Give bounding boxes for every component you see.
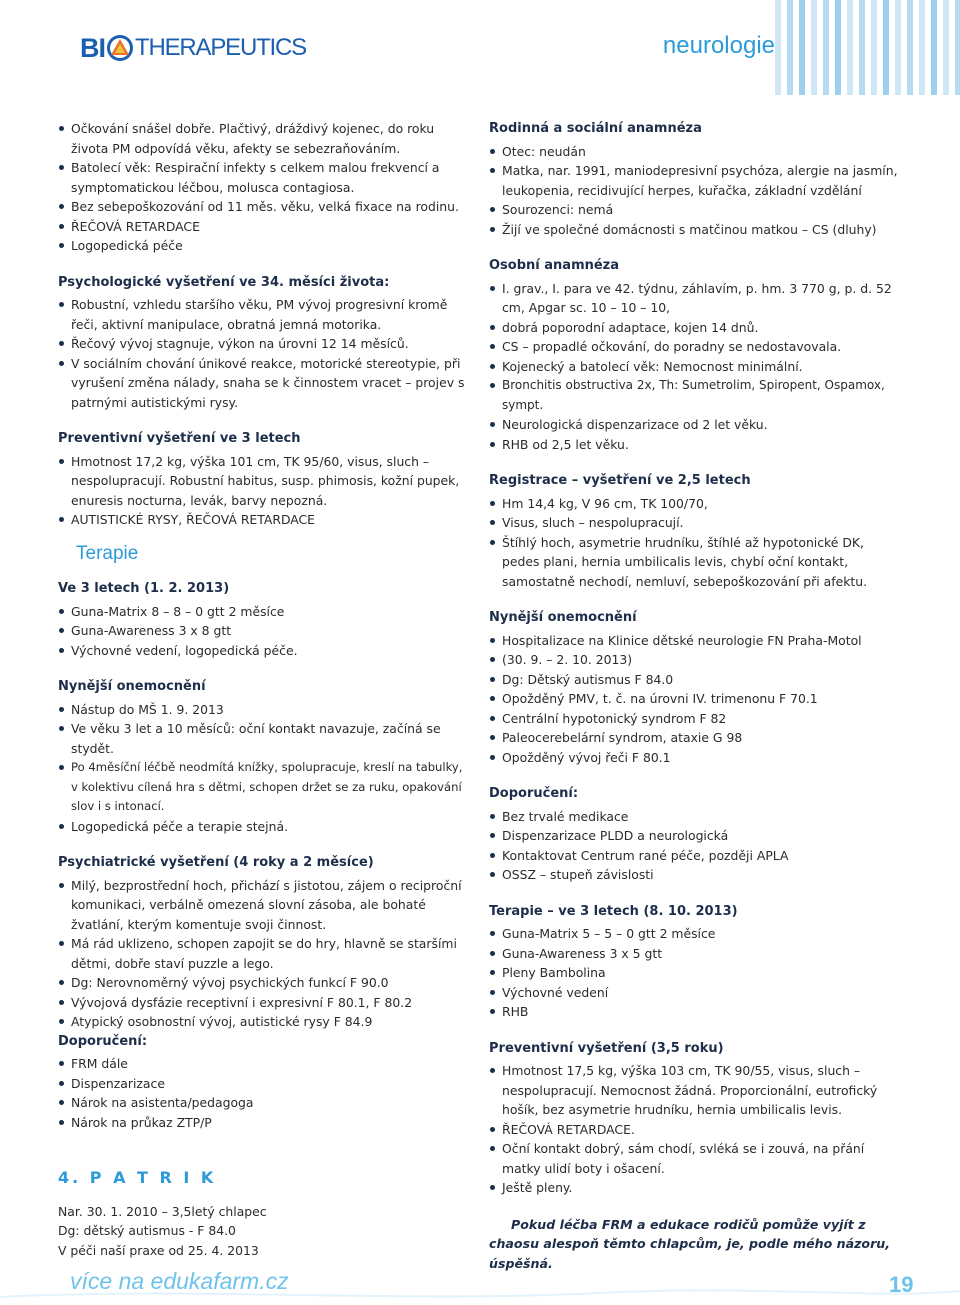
psychiatr-heading: Psychiatrické vyšetření (4 roky a 2 měsíce)	[58, 855, 374, 870]
list-item: ŘEČOVÁ RETARDACE.	[489, 1120, 904, 1140]
list-item: Ještě pleny.	[489, 1178, 904, 1198]
list-item: Batolecí věk: Respirační infekty s celkem malou frekvencí a symptomatickou léčbou, molusca contagiosa.	[58, 158, 470, 197]
osobni-heading: Osobní anamnéza	[489, 258, 620, 273]
page-header	[0, 0, 960, 95]
logo-therapeutics-text: THERAPEUTICS	[135, 34, 306, 61]
doporuceni-list-right	[489, 807, 904, 885]
right-column	[489, 119, 904, 1273]
list-item: Vývojová dysfázie receptivní i expresivní F 80.1, F 80.2	[58, 993, 470, 1013]
list-item: Matka, nar. 1991, maniodepresivní psychóza, alergie na jasmín, leukopenia, recidivující herpes, kuřačka, základní vzdělání	[489, 161, 904, 200]
list-item: (30. 9. – 2. 10. 2013)	[489, 650, 904, 670]
list-item: Hmotnost 17,5 kg, výška 103 cm, TK 90/55, visus, sluch – nespolupracují. Nemocnost žádná. Proporcionální, eutrofický hošík, bez asymetrie hrudníku, hernia umbilicalis levis.	[489, 1061, 904, 1120]
list-item: Očkování snášel dobře. Plačtivý, dráždivý kojenec, do roku života PM odpovídá věku, afekty se sebezraňováním.	[58, 119, 470, 158]
terapie-heading-right: Terapie – ve 3 letech (8. 10. 2013)	[489, 903, 738, 919]
doporuceni-heading-left: Doporučení:	[58, 1033, 148, 1049]
list-item: Logopedická péče a terapie stejná.	[58, 817, 470, 837]
logo-emblem-icon	[106, 34, 134, 62]
list-item: Nástup do MŠ 1. 9. 2013	[58, 700, 470, 720]
list-item: Dispenzarizace	[58, 1074, 470, 1094]
nynejsi-heading-left: Nynější onemocnění	[58, 679, 206, 694]
ve3-list	[58, 602, 470, 661]
nynejsi-heading-right: Nynější onemocnění	[489, 610, 637, 625]
list-item: CS – propadlé očkování, do poradny se nedostavovala.	[489, 337, 904, 357]
page-number: 19	[889, 1272, 914, 1297]
list-item: V sociálním chování únikové reakce, motorické stereotypie, při vyrušení změna nálady, snaha se k činnostem vracet – projev s patrnými autistickými rysy.	[58, 354, 470, 413]
list-item: RHB	[489, 1002, 904, 1022]
patrik-line: V péči naší praxe od 25. 4. 2013	[58, 1242, 259, 1258]
list-item: Bronchitis obstructiva 2x, Th: Sumetrolim, Spiropent, Ospamox, sympt.	[489, 376, 904, 415]
list-item: OSSZ – stupeň závislosti	[489, 865, 904, 885]
list-item: Guna-Matrix 5 – 5 – 0 gtt 2 měsíce	[489, 924, 904, 944]
psychiatr-list	[58, 876, 470, 1032]
list-item: Štíhlý hoch, asymetrie hrudníku, štíhlé až hypotonické DK, pedes plani, hernia umbilicalis levis, chybí oční kontakt, samostatně nechodí, nemluví, sebepoškozování při afektu.	[489, 533, 904, 592]
list-item: Oční kontakt dobrý, sám chodí, svléká se i zouvá, na přání matky ulidí boty i ošacení.	[489, 1139, 904, 1178]
list-item: Bez trvalé medikace	[489, 807, 904, 827]
terapie-list-right	[489, 924, 904, 1022]
prevent3-heading: Preventivní vyšetření ve 3 letech	[58, 431, 301, 446]
list-item: Žijí ve společné domácnosti s matčinou matkou – CS (dluhy)	[489, 220, 904, 240]
list-item: Bez sebepoškozování od 11 měs. věku, velká fixace na rodinu.	[58, 197, 470, 217]
list-item: Opožděný PMV, t. č. na úrovni IV. trimenonu F 70.1	[489, 689, 904, 709]
list-item: Řečový vývoj stagnuje, výkon na úrovni 12 14 měsíců.	[58, 334, 470, 354]
biotherapeutics-logo	[80, 30, 306, 66]
registrace-list	[489, 494, 904, 592]
prevent35-list	[489, 1061, 904, 1198]
left-column	[58, 119, 470, 1260]
list-item: Pleny Bambolina	[489, 963, 904, 983]
list-item: Hospitalizace na Klinice dětské neurologie FN Praha-Motol	[489, 631, 904, 651]
list-item: Visus, sluch – nespolupracují.	[489, 513, 904, 533]
list-item: Nárok na průkaz ZTP/P	[58, 1113, 470, 1133]
patrik-line: Dg: dětský autismus - F 84.0	[58, 1223, 236, 1238]
prevent3-list	[58, 452, 470, 530]
list-item: Opožděný vývoj řeči F 80.1	[489, 748, 904, 768]
list-item: Milý, bezprostřední hoch, přichází s jistotou, zájem o reciproční komunikaci, verbálně omezená slovní zásoba, ale bohaté žvatlání, kterým komentuje svoji činnost.	[58, 876, 470, 935]
intro-list	[58, 119, 470, 256]
nynejsi-list-left	[58, 700, 470, 837]
list-item: Dg: Nerovnoměrný vývoj psychických funkcí F 90.0	[58, 973, 470, 993]
list-item: ŘEČOVÁ RETARDACE	[58, 217, 470, 237]
list-item: Sourozenci: nemá	[489, 200, 904, 220]
doporuceni-heading-right: Doporučení:	[489, 786, 579, 801]
list-item: Hmotnost 17,2 kg, výška 101 cm, TK 95/60, visus, sluch – nespolupracují. Robustní habitus, susp. phimosis, kožní pupek, enuresis nocturna, levák, barvy nepozná.	[58, 452, 470, 511]
nynejsi-list-right	[489, 631, 904, 768]
rodinna-heading: Rodinná a sociální anamnéza	[489, 121, 702, 136]
list-item: Výchovné vedení	[489, 983, 904, 1003]
list-item: Paleocerebelární syndrom, ataxie G 98	[489, 728, 904, 748]
logo-bi-text: BI	[80, 32, 105, 63]
osobni-list	[489, 279, 904, 455]
registrace-heading: Registrace – vyšetření ve 2,5 letech	[489, 473, 751, 488]
list-item: Dispenzarizace PLDD a neurologická	[489, 826, 904, 846]
list-item: I. grav., I. para ve 42. týdnu, záhlavím, p. hm. 3 770 g, p. d. 52 cm, Apgar sc. 10 – 10 – 10,	[489, 279, 904, 318]
list-item: Guna-Awareness 3 x 5 gtt	[489, 944, 904, 964]
footer-website-link[interactable]: více na edukafarm.cz	[70, 1268, 289, 1294]
list-item: FRM dále	[58, 1054, 470, 1074]
list-item: Výchovné vedení, logopedická péče.	[58, 641, 470, 661]
patrik-line: Nar. 30. 1. 2010 – 3,5letý chlapec	[58, 1203, 267, 1219]
psych34-list	[58, 295, 470, 412]
list-item: RHB od 2,5 let věku.	[489, 435, 904, 455]
list-item: Kontaktovat Centrum rané péče, později APLA	[489, 846, 904, 866]
list-item: Robustní, vzhledu staršího věku, PM vývoj progresivní kromě řeči, aktivní manipulace, obratná jemná motorika.	[58, 295, 470, 334]
list-item: Neurologická dispenzarizace od 2 let věku.	[489, 415, 904, 435]
list-item: Nárok na asistenta/pedagoga	[58, 1093, 470, 1113]
list-item: dobrá poporodní adaptace, kojen 14 dnů.	[489, 318, 904, 338]
list-item: Hm 14,4 kg, V 96 cm, TK 100/70,	[489, 494, 904, 514]
doporuceni-list-left	[58, 1054, 470, 1132]
header-stripes-decoration	[765, 0, 960, 95]
list-item: Kojenecký a batolecí věk: Nemocnost minimální.	[489, 357, 904, 377]
list-item: Atypický osobnostní vývoj, autistické rysy F 84.9	[58, 1012, 470, 1032]
closing-statement: Pokud léčba FRM a edukace rodičů pomůže vyjít z chaosu alespoň těmto chlapcům, je, podle mého názoru, úspěšná.	[489, 1216, 891, 1271]
psych34-heading: Psychologické vyšetření ve 34. měsíci života:	[58, 274, 390, 290]
list-item: Otec: neudán	[489, 142, 904, 162]
prevent35-heading: Preventivní vyšetření (3,5 roku)	[489, 1040, 724, 1056]
list-item: Guna-Matrix 8 – 8 – 0 gtt 2 měsíce	[58, 602, 470, 622]
list-item: Dg: Dětský autismus F 84.0	[489, 670, 904, 690]
patrik-heading: 4. P A T R I K	[58, 1168, 217, 1187]
list-item: Ve věku 3 let a 10 měsíců: oční kontakt navazuje, začíná se stydět.	[58, 719, 470, 758]
list-item: AUTISTICKÉ RYSY, ŘEČOVÁ RETARDACE	[58, 510, 470, 530]
list-item: Centrální hypotonický syndrom F 82	[489, 709, 904, 729]
rodinna-list	[489, 142, 904, 240]
list-item: Guna-Awareness 3 x 8 gtt	[58, 621, 470, 641]
ve3-heading: Ve 3 letech (1. 2. 2013)	[58, 581, 230, 596]
list-item: Má rád uklizeno, schopen zapojit se do hry, hlavně se staršími dětmi, dobře staví puzzle a lego.	[58, 934, 470, 973]
section-title: neurologie	[662, 32, 775, 59]
terapie-heading: Terapie	[76, 542, 139, 564]
list-item: Po 4měsíční léčbě neodmítá knížky, spolupracuje, kreslí na tabulky, v kolektivu cílená hra s dětmi, schopen držet se za ruku, opakování slov i s intonací.	[58, 758, 470, 817]
list-item: Logopedická péče	[58, 236, 470, 256]
